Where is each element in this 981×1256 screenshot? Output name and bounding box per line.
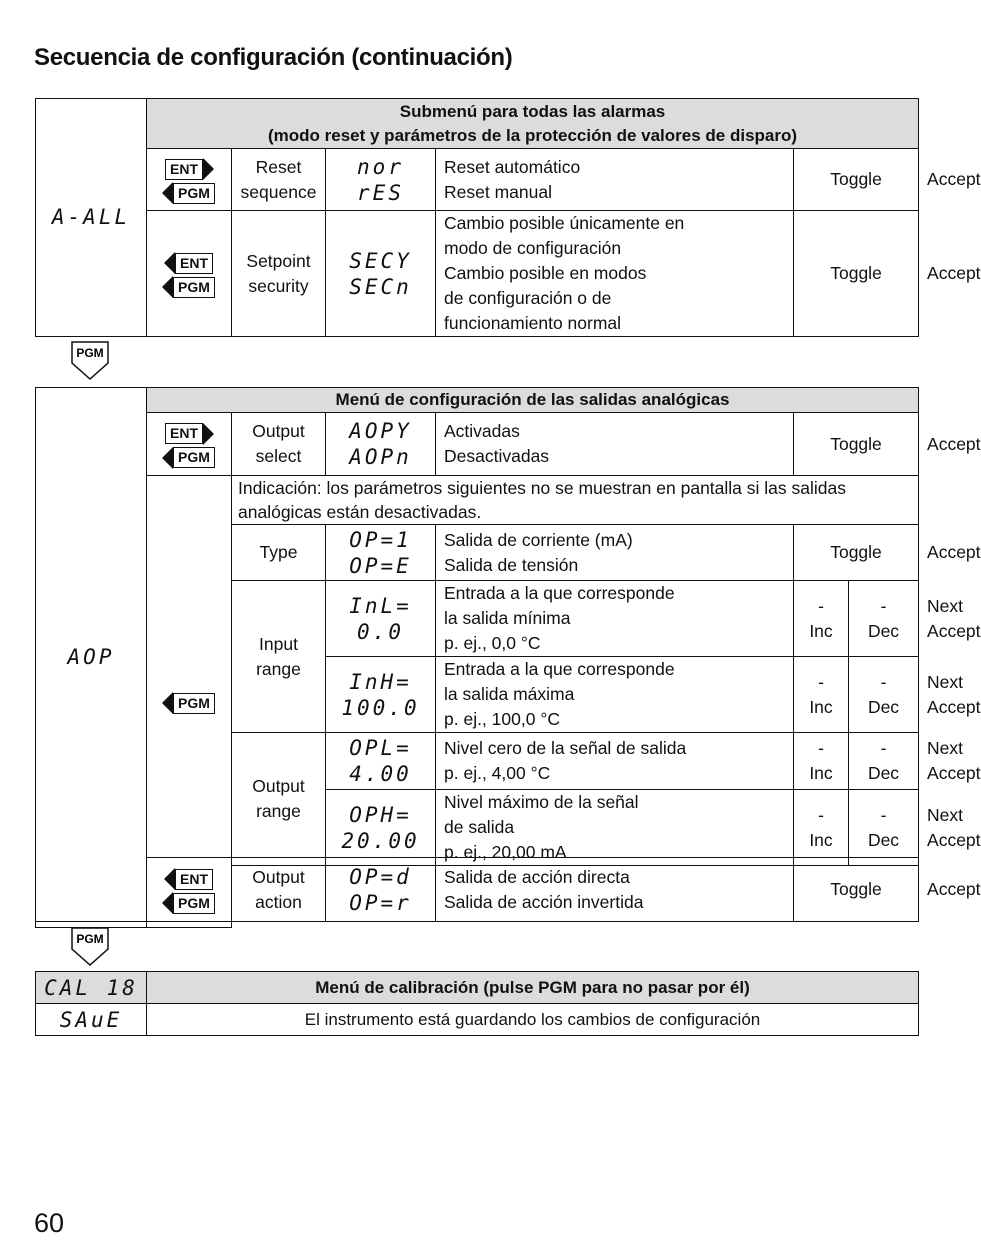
pgm-key-icon: PGM (173, 893, 215, 914)
inc-cell: - Inc (794, 733, 849, 790)
calibration-code: CAL 18 (36, 972, 147, 1004)
table-row: Input range InL= 0.0 Entrada a la que corresponde la salida mínima p. ej., 0,0 °C - Inc - Dec Next Accept (36, 581, 919, 657)
display-code: InH= 100.0 (326, 657, 436, 733)
param-name: Output select (232, 413, 326, 476)
description: Salida de corriente (mA) Salida de tensión (436, 525, 794, 581)
table-row: Type OP=1 OP=E Salida de corriente (mA) Salida de tensión Toggle Accept (36, 525, 919, 581)
table-row (36, 1004, 919, 1036)
display-code: OP=d OP=r (326, 858, 436, 922)
pgm-down-arrow-icon (70, 927, 110, 967)
key-group (147, 149, 232, 211)
inc-cell: - Inc (794, 657, 849, 733)
param-name: Reset sequence (232, 149, 326, 211)
pgm-key-icon: PGM (173, 277, 215, 298)
table-row: ENT PGM Setpoint security SECY SECn Cambio posible únicamente en modo de configuración Cambio posible en modos de configuración o de funcionamiento normal Toggle Accept (36, 211, 919, 337)
description: Nivel máximo de la señal de salida p. ej., 20,00 mA (436, 790, 794, 866)
analog-section-header: Menú de configuración de las salidas analógicas (147, 388, 919, 413)
table-row: OPH= 20.00 Nivel máximo de la señal de salida p. ej., 20,00 mA - Inc - Dec Next Accept (36, 790, 919, 866)
ent-key-icon: ENT (175, 253, 213, 274)
pgm-key-icon: PGM (173, 183, 215, 204)
save-code: SAuE (36, 1004, 147, 1036)
analog-display-code: AOP (36, 388, 147, 928)
action-cell: Toggle (794, 211, 919, 337)
dec-cell: - Dec (849, 790, 919, 866)
ent-key-icon: ENT (175, 869, 213, 890)
dec-cell: - Dec (849, 733, 919, 790)
ent-key-icon: ENT (165, 423, 203, 444)
pgm-label: PGM (76, 932, 104, 946)
description: Entrada a la que corresponde la salida máxima p. ej., 100,0 °C (436, 657, 794, 733)
analog-code-column-continued (36, 858, 147, 922)
inc-cell: - Inc (794, 790, 849, 866)
pgm-key-icon: PGM (173, 447, 215, 468)
description: Cambio posible únicamente en modo de configuración Cambio posible en modos de configuración o de funcionamiento normal (436, 211, 794, 337)
pgm-label: PGM (76, 346, 104, 360)
action-cell: Toggle (794, 525, 919, 581)
alarm-section-header: Submenú para todas las alarmas (modo reset y parámetros de la protección de valores de disparo) (147, 99, 919, 149)
alarm-display-code: A-ALL (36, 99, 147, 337)
display-code: OPL= 4.00 (326, 733, 436, 790)
table-row: Output range OPL= 4.00 Nivel cero de la señal de salida p. ej., 4,00 °C - Inc - Dec Next Accept (36, 733, 919, 790)
action-cell: Toggle (794, 413, 919, 476)
table-row: ENT PGM Output action OP=d OP=r Salida de acción directa Salida de acción invertida Toggle Accept (36, 858, 919, 922)
pgm-key-icon: PGM (173, 693, 215, 714)
param-name: Output range (232, 733, 326, 866)
ent-key-icon: ENT (165, 159, 203, 180)
key-group (147, 858, 232, 922)
description: Entrada a la que corresponde la salida mínima p. ej., 0,0 °C (436, 581, 794, 657)
param-name: Output action (232, 858, 326, 922)
description: Activadas Desactivadas (436, 413, 794, 476)
key-group (147, 413, 232, 476)
param-name: Setpoint security (232, 211, 326, 337)
table-row (36, 972, 919, 1004)
action-cell: Toggle (794, 149, 919, 211)
description: Nivel cero de la señal de salida p. ej., 4,00 °C (436, 733, 794, 790)
inc-cell: - Inc (794, 581, 849, 657)
calibration-table (35, 971, 919, 1036)
display-code: nor rES (326, 149, 436, 211)
action-cell: Toggle (794, 858, 919, 922)
table-row: ENT PGM Output select AOPY AOPn Activadas Desactivadas Toggle Accept (36, 413, 919, 476)
note-text: Indicación: los parámetros siguientes no se muestran en pantalla si las salidas analógicas están desactivadas. (232, 476, 919, 525)
description: Reset automático Reset manual (436, 149, 794, 211)
display-code: OPH= 20.00 (326, 790, 436, 866)
description: Salida de acción directa Salida de acción invertida (436, 858, 794, 922)
page-number: 60 (34, 1208, 65, 1238)
dec-cell: - Dec (849, 657, 919, 733)
output-action-table (35, 857, 981, 922)
calibration-text: Menú de calibración (pulse PGM para no pasar por él) (147, 972, 919, 1004)
analog-config-table (35, 387, 981, 928)
param-name: Input range (232, 581, 326, 733)
display-code: InL= 0.0 (326, 581, 436, 657)
dec-cell: - Dec (849, 581, 919, 657)
key-group (147, 211, 232, 337)
display-code: SECY SECn (326, 211, 436, 337)
display-code: OP=1 OP=E (326, 525, 436, 581)
save-text: El instrumento está guardando los cambios de configuración (147, 1004, 919, 1036)
table-row: ENT PGM Reset sequence nor rES Reset automático Reset manual Toggle Accept (36, 149, 919, 211)
alarm-config-table (35, 98, 981, 337)
page-title: Secuencia de configuración (continuación) (34, 44, 513, 71)
display-code: AOPY AOPn (326, 413, 436, 476)
param-name: Type (232, 525, 326, 581)
pgm-down-arrow-icon (70, 341, 110, 381)
table-row: InH= 100.0 Entrada a la que corresponde la salida máxima p. ej., 100,0 °C - Inc - Dec Next Accept (36, 657, 919, 733)
